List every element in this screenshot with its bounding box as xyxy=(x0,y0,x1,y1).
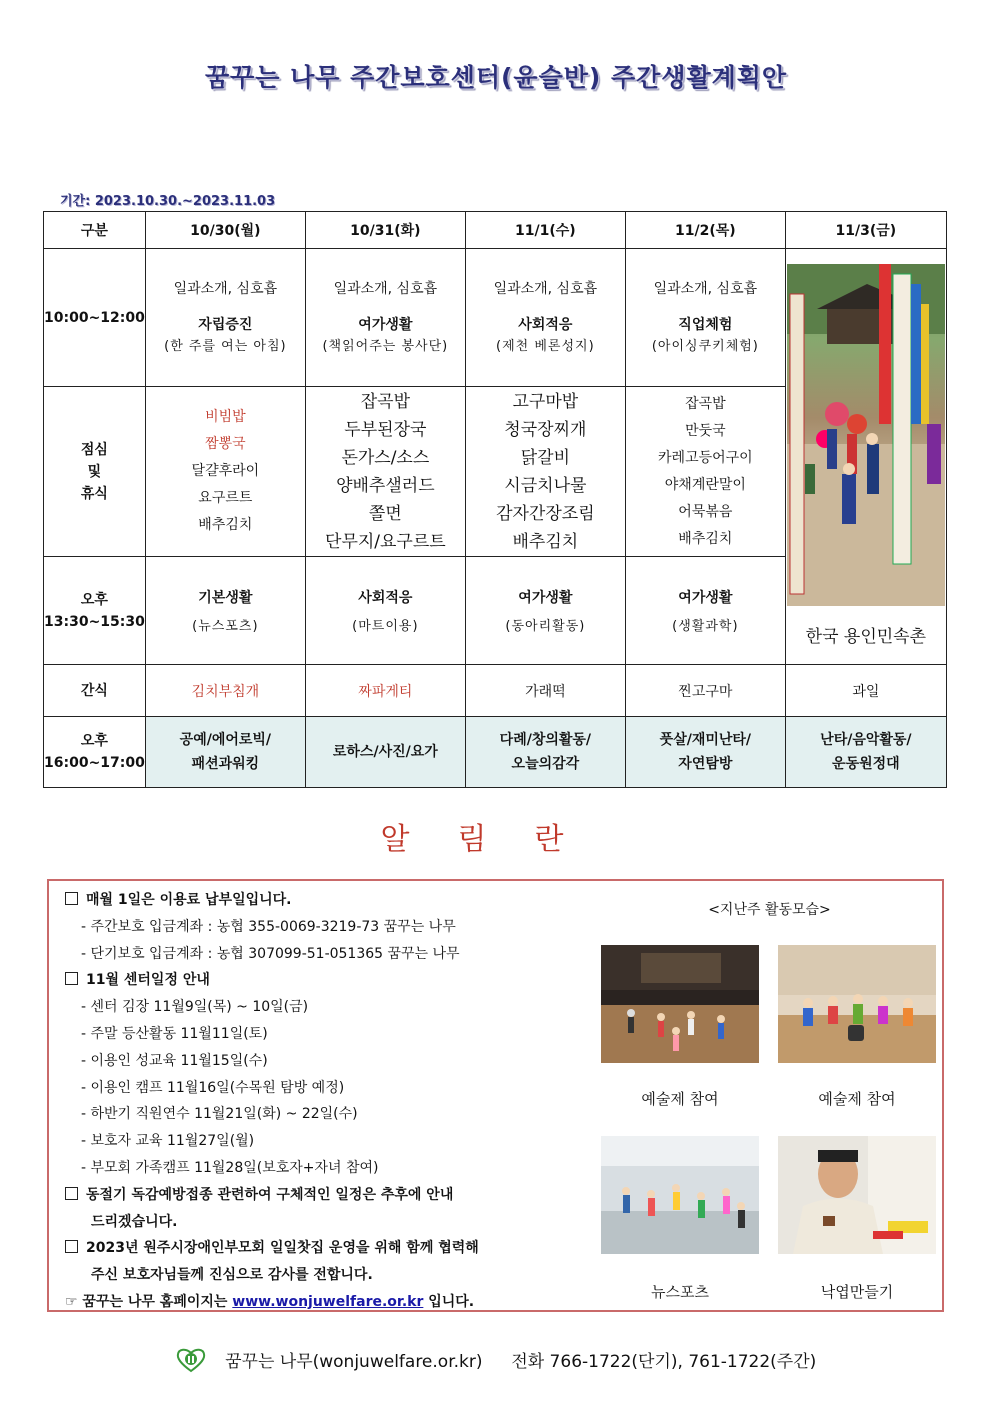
evening-thu xyxy=(625,717,785,788)
afternoon-thu xyxy=(625,557,785,665)
morning-program: 사회적응 xyxy=(518,316,573,333)
menu-item: 만둣국 xyxy=(685,422,726,439)
notice-item: - 이용인 캠프 11월16일(수목원 탐방 예정) xyxy=(81,1079,345,1096)
weekly-schedule-table xyxy=(43,211,947,788)
menu-item: 요구르트 xyxy=(198,490,253,506)
gallery-title: <지난주 활동모습> xyxy=(708,902,831,918)
folk-village-illustration xyxy=(787,264,945,606)
heart-logo-icon xyxy=(176,1347,206,1373)
afternoon-program: 사회적응 xyxy=(358,590,413,606)
menu-item: 닭갈비 xyxy=(520,447,570,468)
snack-wed: 가래떡 xyxy=(465,665,625,717)
gallery-photo-2 xyxy=(778,945,936,1063)
menu-item: 배추김치 xyxy=(678,530,733,547)
header-fri: 11/3(금) xyxy=(785,212,946,249)
notice-item: - 주간보호 입금계좌 : 농협 355-0069-3219-73 꿈꾸는 나무 xyxy=(81,918,456,935)
evening-program: 풋살/재미난타/ xyxy=(659,732,752,748)
notice-item: - 단기보호 입금계좌 : 농협 307099-51-051365 꿈꾸는 나무 xyxy=(81,945,460,962)
menu-item: 야채계란말이 xyxy=(664,476,746,493)
footer-phone: 전화 766-1722(단기), 761-1722(주간) xyxy=(511,1352,817,1372)
header-tue: 10/31(화) xyxy=(305,212,465,249)
homepage-suffix: 입니다. xyxy=(428,1293,475,1310)
evening-program: 오늘의감각 xyxy=(511,756,580,772)
checkbox-icon xyxy=(65,892,78,905)
gallery-caption-4: 낙엽만들기 xyxy=(820,1283,894,1301)
header-category: 구분 xyxy=(44,212,146,249)
checkbox-icon xyxy=(65,1240,78,1253)
evening-mon xyxy=(145,717,305,788)
menu-item: 두부된장국 xyxy=(344,419,427,440)
menu-item: 고구마밥 xyxy=(512,391,579,412)
menu-item: 배추김치 xyxy=(512,531,579,552)
snack-mon: 김치부침개 xyxy=(145,665,305,717)
notice-title: 알림란 xyxy=(380,822,612,857)
menu-item: 잡곡밥 xyxy=(360,391,410,412)
notice-item: - 하반기 직원연수 11월21일(화) ~ 22일(수) xyxy=(81,1106,358,1123)
menu-item: 어묵볶음 xyxy=(678,503,733,520)
morning-intro: 일과소개, 심호흡 xyxy=(333,280,438,297)
evening-wed xyxy=(465,717,625,788)
menu-item: 양배추샐러드 xyxy=(336,475,435,496)
lunch-menu-tue xyxy=(305,387,465,557)
menu-item: 돈가스/소스 xyxy=(341,447,430,468)
menu-item: 짬뽕국 xyxy=(205,436,246,452)
afternoon-detail: (뉴스포츠) xyxy=(192,619,259,634)
menu-item: 비빔밥 xyxy=(205,409,246,425)
gallery-caption-1: 예술제 참여 xyxy=(641,1090,719,1108)
checkbox-icon xyxy=(65,972,78,985)
morning-intro: 일과소개, 심호흡 xyxy=(173,280,278,297)
morning-row xyxy=(44,249,947,387)
footer-org: 꿈꾸는 나무(wonjuwelfare.or.kr) xyxy=(225,1352,483,1372)
evening-row xyxy=(44,717,947,788)
afternoon-tue xyxy=(305,557,465,665)
morning-intro: 일과소개, 심호흡 xyxy=(493,280,598,297)
menu-item: 청국장찌개 xyxy=(504,419,587,440)
header-mon: 10/30(월) xyxy=(145,212,305,249)
evening-program: 운동원정대 xyxy=(832,756,900,772)
homepage-line xyxy=(65,1289,585,1316)
afternoon-program: 기본생활 xyxy=(198,590,253,606)
evening-program: 자연탐방 xyxy=(678,756,733,772)
morning-program: 여가생활 xyxy=(358,316,413,333)
afternoon-label-line: 13:30~15:30 xyxy=(44,613,145,630)
snack-fri: 과일 xyxy=(785,665,946,717)
evening-label-line: 16:00~17:00 xyxy=(44,755,145,771)
evening-program: 패션과워킹 xyxy=(191,756,260,772)
menu-item: 시금치나물 xyxy=(504,475,587,496)
afternoon-program: 여가생활 xyxy=(518,590,573,606)
header-wed: 11/1(수) xyxy=(465,212,625,249)
lunch-label-line: 점심 xyxy=(80,441,108,458)
afternoon-time-label xyxy=(44,557,146,665)
notice-item: 2023년 원주시장애인부모회 일일찻집 운영을 위해 함께 협력해 xyxy=(65,1235,585,1262)
morning-detail: (책읽어주는 봉사단) xyxy=(322,338,449,354)
evening-tue xyxy=(305,717,465,788)
period-label: 기간: 2023.10.30.~2023.11.03 xyxy=(60,194,276,209)
gallery-caption-3: 뉴스포츠 xyxy=(651,1283,709,1301)
notice-item: - 부모회 가족캠프 11월28일(보호자+자녀 참여) xyxy=(81,1159,379,1176)
afternoon-mon xyxy=(145,557,305,665)
evening-time-label xyxy=(44,717,146,788)
morning-mon xyxy=(145,249,305,387)
evening-program: 로하스/사진/요가 xyxy=(332,744,438,760)
notice-item: 매월 1일은 이용료 납부일입니다. xyxy=(65,887,585,914)
afternoon-label-line: 오후 xyxy=(80,591,108,608)
menu-item: 단무지/요구르트 xyxy=(325,531,446,552)
lunch-label-line: 휴식 xyxy=(80,485,108,502)
notice-item: - 주말 등산활동 11월11일(토) xyxy=(81,1025,268,1042)
morning-time-label: 10:00~12:00 xyxy=(44,249,146,387)
afternoon-wed xyxy=(465,557,625,665)
morning-detail: (아이싱쿠키체험) xyxy=(651,338,759,354)
snack-tue: 짜파게티 xyxy=(305,665,465,717)
snack-label: 간식 xyxy=(44,665,146,717)
checkbox-icon xyxy=(65,1187,78,1200)
menu-item: 감자간장조림 xyxy=(496,503,595,524)
evening-label-line: 오후 xyxy=(80,733,108,749)
snack-row xyxy=(44,665,947,717)
morning-thu xyxy=(625,249,785,387)
evening-program: 다례/창의활동/ xyxy=(499,732,592,748)
morning-program: 직업체험 xyxy=(678,316,733,333)
menu-item: 잡곡밥 xyxy=(685,395,726,412)
gallery-photo-1 xyxy=(601,945,759,1063)
menu-item: 배추김치 xyxy=(198,517,253,533)
afternoon-detail: (생활과학) xyxy=(672,619,739,634)
lunch-label-line: 및 xyxy=(87,463,102,480)
notice-item: 주신 보호자님들께 진심으로 감사를 전합니다. xyxy=(91,1267,373,1284)
lunch-label xyxy=(44,387,146,557)
lunch-menu-mon xyxy=(145,387,305,557)
evening-program: 난타/음악활동/ xyxy=(820,732,912,748)
notice-item: 드리겠습니다. xyxy=(91,1213,178,1230)
morning-tue xyxy=(305,249,465,387)
evening-program: 공예/에어로빅/ xyxy=(179,732,272,748)
friday-caption: 한국 용인민속촌 xyxy=(805,627,927,647)
morning-detail: (한 주를 여는 아침) xyxy=(164,338,287,354)
homepage-link[interactable]: www.wonjuwelfare.or.kr xyxy=(232,1293,424,1310)
morning-wed xyxy=(465,249,625,387)
lunch-menu-wed xyxy=(465,387,625,557)
notice-item: - 센터 김장 11월9일(목) ~ 10일(금) xyxy=(81,999,309,1016)
morning-detail: (제천 베론성지) xyxy=(496,338,595,354)
morning-intro: 일과소개, 심호흡 xyxy=(653,280,758,297)
afternoon-detail: (동아리활동) xyxy=(505,619,586,634)
evening-fri xyxy=(785,717,946,788)
menu-item: 쫄면 xyxy=(368,503,402,524)
notice-item: - 이용인 성교육 11월15일(수) xyxy=(81,1052,268,1069)
header-thu: 11/2(목) xyxy=(625,212,785,249)
gallery-caption-2: 예술제 참여 xyxy=(818,1090,896,1108)
notice-box xyxy=(47,879,944,1312)
notice-list xyxy=(65,887,585,1316)
gallery-photo-3 xyxy=(601,1136,759,1254)
homepage-prefix: ☞ 꿈꾸는 나무 홈페이지는 xyxy=(65,1293,228,1310)
folk-village-photo xyxy=(787,264,945,606)
friday-field-trip-cell xyxy=(785,249,946,665)
notice-item: - 보호자 교육 11월27일(월) xyxy=(81,1133,255,1150)
footer xyxy=(0,1347,992,1373)
morning-program: 자립증진 xyxy=(198,316,253,333)
afternoon-detail: (마트이용) xyxy=(352,619,419,634)
gallery-photo-4 xyxy=(778,1136,936,1254)
lunch-menu-thu xyxy=(625,387,785,557)
notice-item: 11월 센터일정 안내 xyxy=(65,967,585,994)
menu-item: 카레고등어구이 xyxy=(658,449,753,466)
schedule-header-row xyxy=(44,212,947,249)
menu-item: 달걀후라이 xyxy=(191,463,260,479)
notice-item: 동절기 독감예방접종 관련하여 구체적인 일정은 추후에 안내 xyxy=(65,1182,585,1209)
page-title: 꿈꾸는 나무 주간보호센터(윤슬반) 주간생활계획안 xyxy=(204,63,788,92)
snack-thu: 찐고구마 xyxy=(625,665,785,717)
afternoon-program: 여가생활 xyxy=(678,590,733,606)
